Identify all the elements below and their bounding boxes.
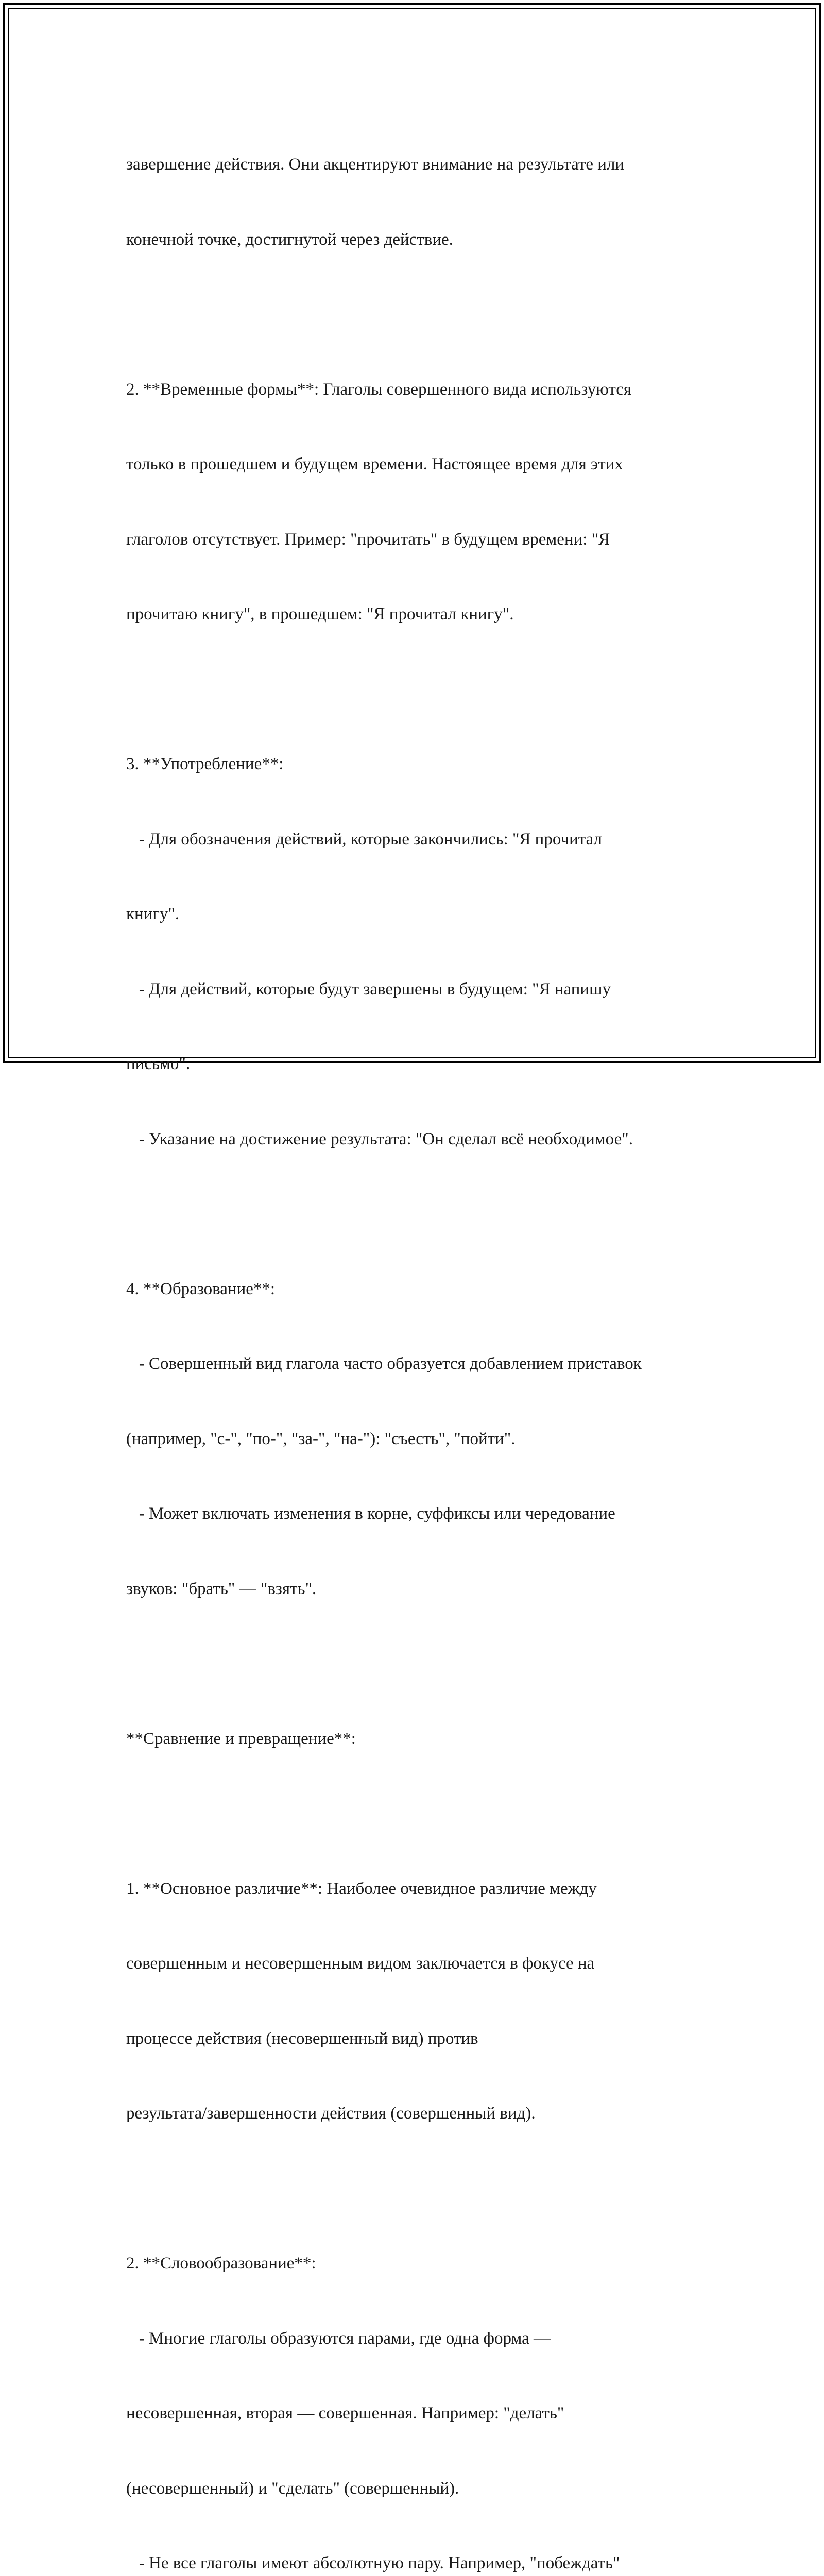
text-line: несовершенная, вторая — совершенная. Например: "делать" [126, 2404, 564, 2422]
text-line: глаголов отсутствует. Пример: "прочитать" в будущем времени: "Я [126, 530, 610, 549]
text-line: звуков: "брать" — "взять". [126, 1579, 317, 1598]
text-line: 1. **Основное различие**: Наиболее очевидное различие между [126, 1879, 597, 1898]
text-line: 3. **Употребление**: [126, 755, 284, 773]
text-line: - Для обозначения действий, которые закончились: "Я прочитал [126, 829, 602, 849]
blank-line [126, 1201, 734, 1227]
text-line: 2. **Временные формы**: Глаголы совершенного вида используются [126, 380, 632, 399]
text-line: результата/завершенности действия (совершенный вид). [126, 2104, 536, 2123]
text-line: (несовершенный) и "сделать" (совершенный). [126, 2479, 459, 2498]
text-line: (например, "с-", "по-", "за-", "на-"): "съесть", "пойти". [126, 1429, 516, 1448]
blank-line [126, 2176, 734, 2201]
text-line: - Многие глаголы образуются парами, где одна форма — [126, 2329, 551, 2348]
text-line: **Сравнение и превращение**: [126, 1729, 356, 1748]
blank-line [126, 1651, 734, 1676]
text-line: книгу". [126, 905, 180, 923]
text-line: завершение действия. Они акцентируют внимание на результате или [126, 155, 625, 174]
text-line: 2. **Словообразование**: [126, 2254, 316, 2273]
text-line: - Для действий, которые будут завершены в будущем: "Я напишу [126, 979, 611, 998]
text-line: 4. **Образование**: [126, 1279, 276, 1298]
document-text-body [126, 102, 734, 2576]
text-line: письмо". [126, 1055, 191, 1073]
text-line: только в прошедшем и будущем времени. Настоящее время для этих [126, 455, 623, 473]
text-line: прочитаю книгу", в прошедшем: "Я прочитал книгу". [126, 605, 514, 623]
page-frame [3, 3, 821, 2572]
blank-line [126, 1801, 734, 1826]
text-line: - Не все глаголы имеют абсолютную пару. Например, "побеждать" [126, 2554, 620, 2572]
text-line: - Может включать изменения в корне, суффиксы или чередование [126, 1504, 615, 1523]
blank-line [126, 677, 734, 702]
text-line: конечной точке, достигнутой через действие. [126, 230, 453, 249]
blank-line [126, 302, 734, 327]
text-line: процессе действия (несовершенный вид) против [126, 2029, 478, 2048]
text-line: - Совершенный вид глагола часто образуется добавлением приставок [126, 1354, 642, 1373]
text-line: совершенным и несовершенным видом заключается в фокусе на [126, 1954, 595, 1973]
text-line: - Указание на достижение результата: "Он сделал всё необходимое". [126, 1129, 633, 1148]
